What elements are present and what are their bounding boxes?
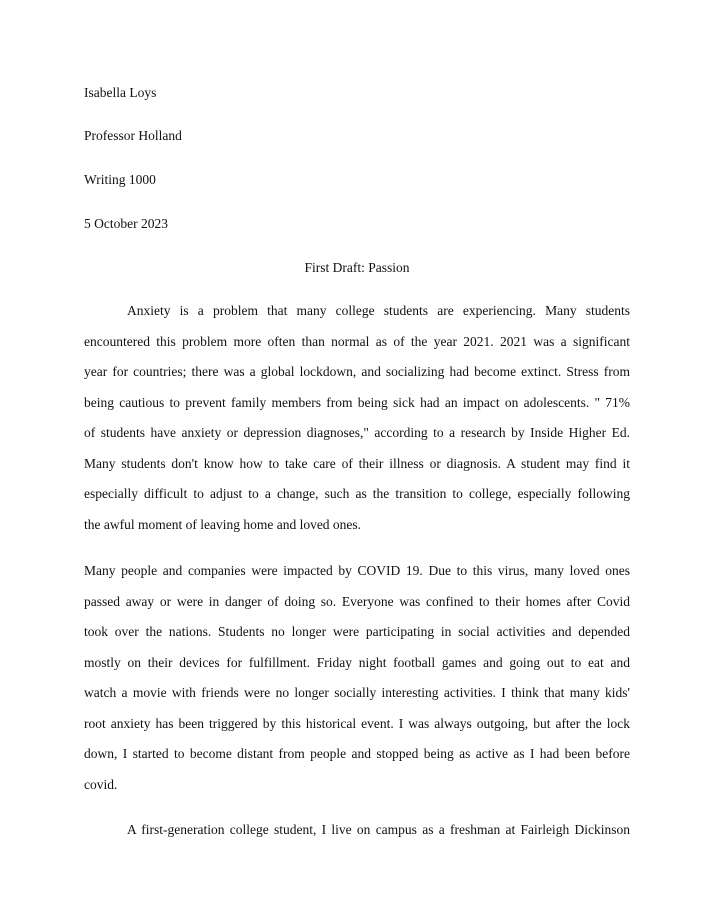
paragraph-line: took over the nations. Students no longer were participating in social activities and depended bbox=[84, 624, 630, 639]
paragraph-1 bbox=[84, 302, 630, 546]
paragraph-line: passed away or were in danger of doing so. Everyone was confined to their homes after Covid bbox=[84, 593, 630, 609]
paragraph-line: Many people and companies were impacted by COVID 19. Due to this virus, many loved ones bbox=[84, 563, 630, 578]
paragraph-line: encountered this problem more often than normal as of the year 2021. 2021 was a significant bbox=[84, 333, 630, 349]
paragraph-line: of students have anxiety or depression diagnoses," according to a research by Inside Higher Ed. bbox=[84, 425, 630, 440]
paragraph-line: being cautious to prevent family members from being sick had an impact on adolescents. " 71% bbox=[84, 394, 630, 410]
paragraph-line: year for countries; there was a global lockdown, and socializing had become extinct. Stress from bbox=[84, 364, 630, 379]
document-title: First Draft: Passion bbox=[304, 260, 410, 275]
instructor-name: Professor Holland bbox=[84, 128, 182, 143]
paragraph-line: the awful moment of leaving home and loved ones. bbox=[84, 516, 362, 532]
paragraph-line: mostly on their devices for fulfillment. Friday night football games and going out to eat and bbox=[84, 654, 630, 670]
paragraph-line: covid. bbox=[84, 776, 118, 792]
paragraph-line: A first-generation college student, I live on campus as a freshman at Fairleigh Dickinson bbox=[127, 822, 630, 837]
document-date: 5 October 2023 bbox=[84, 216, 168, 231]
paragraph-2 bbox=[84, 562, 630, 806]
paragraph-line: especially difficult to adjust to a change, such as the transition to college, especially following bbox=[84, 486, 630, 501]
paragraph-line: down, I started to become distant from people and stopped being as active as I had been before bbox=[84, 746, 630, 761]
author-name: Isabella Loys bbox=[84, 85, 157, 100]
paragraph-line: Anxiety is a problem that many college students are experiencing. Many students bbox=[127, 303, 630, 318]
paragraph-3 bbox=[84, 821, 630, 852]
paragraph-line: Many students don't know how to take care of their illness or diagnosis. A student may find it bbox=[84, 455, 630, 471]
course-name: Writing 1000 bbox=[84, 172, 156, 187]
paragraph-line: root anxiety has been triggered by this historical event. I was always outgoing, but after the lock bbox=[84, 715, 630, 731]
paragraph-line: watch a movie with friends were no longer socially interesting activities. I think that many kids' bbox=[84, 685, 630, 700]
